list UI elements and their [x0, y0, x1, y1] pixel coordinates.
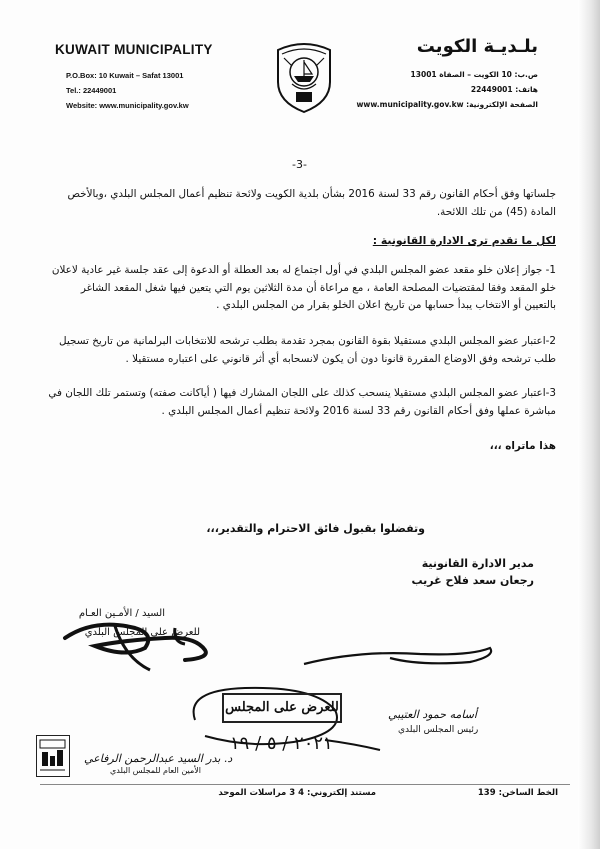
signatory-name: رجعان سعد فلاح غريب [411, 574, 534, 587]
header-title-en: KUWAIT MUNICIPALITY [55, 42, 213, 57]
footer-hotline: الخط الساخن: 139 [477, 788, 558, 798]
list-item-2: 2-اعتبار عضو المجلس البلدي مستقيلا بقوة القانون بمجرد تقدمة بطلب ترشحه للانتخابات البرلمانية من تاريخ تسجيل طلب ترشحه وفق الاوضاع المقررة قانونا دون أن يكون لانسحابه أي أثر قانوني على اعتباره مستقيلا . [59, 335, 556, 365]
footer-electronic-doc: مستند إلكتروني: 4 3 مراسلات الموحد [218, 788, 376, 798]
header-pobox-en: P.O.Box: 10 Kuwait – Safat 13001 [66, 71, 184, 80]
page-edge-shadow [578, 0, 600, 849]
conclusion-text: هذا ماتراه ،،، [489, 440, 556, 452]
header-website-en: Website: www.municipality.gov.kw [66, 101, 189, 110]
closing-line: وتفضلوا بقبول فائق الاحترام والتقدير،،، [206, 522, 425, 535]
header-title-ar: بلـديـة الكويت [416, 36, 538, 57]
secretary-general-title: الأمين العام للمجلس البلدي [110, 766, 202, 775]
section-heading: لكل ما تقدم ترى الادارة القانونية : [372, 234, 556, 247]
intro-paragraph: جلساتها وفق أحكام القانون رقم 33 لسنة 2016 بشأن بلدية الكويت ولائحة تنظيم أعمال المجلس البلدي ،وبالأخص المادة (45) من تلك اللائحة. [67, 188, 556, 218]
kuwait-emblem-icon [272, 36, 336, 114]
council-president-name: أسامه حمود العتيبي [388, 708, 477, 721]
handwritten-date: ٢٠٢١ / ٥ / ١٩ [230, 733, 333, 754]
list-item-3: 3-اعتبار عضو المجلس البلدي مستقيلا ينسحب كذلك على اللجان المشارك فيها ( أياكانت صفته) وتستمر تلك اللجان في مباشرة عملها وفق أحكام القانون رقم 33 لسنة 2016 ولائحة تنظيم أعمال المجلس البلدي . [48, 387, 556, 417]
list-item-1: 1- جواز إعلان خلو مقعد عضو المجلس البلدي في أول اجتماع له بعد العطلة أو الدعوة إلى عقد جلسة غير عادية لاعلان خلو المقعد وفقا لمقتضيات المصلحة العامة ، مع مراعاة أن مدة الثلاثين يوم التي يتعين فيها شغل المقعد الشاغر بالتعيين أو الانتخاب يبدأ حسابها من تاريخ اعلان الخلو بقرار من المجلس البلدي . [51, 264, 556, 312]
header-pobox-ar: ص.ب: 10 الكويت – الصفاة 13001 [410, 70, 538, 79]
header-website-ar: الصفحة الإلكترونية: www.municipality.gov.kw [356, 100, 538, 109]
footer-divider [40, 784, 570, 785]
addressee-line-2: للعرض على المجلس البلدي [84, 627, 200, 638]
header-tel-ar: هاتف: 22449001 [470, 85, 538, 94]
secretary-general-name: د. بدر السيد عبدالرحمن الرفاعي [84, 752, 233, 765]
header-tel-en: Tel.: 22449001 [66, 86, 117, 95]
signature-legal-director [55, 598, 235, 688]
addressee-line-1: السيد / الأمـين العـام [78, 608, 165, 619]
council-president-title: رئيس المجلس البلدي [398, 725, 479, 735]
receipt-stamp-icon [36, 735, 70, 777]
signatory-title: مدير الادارة القانونية [421, 557, 534, 570]
for-council-review-stamp: للعرض على المجلس [222, 693, 342, 723]
signature-addressee [300, 640, 500, 670]
page-number: -3- [292, 158, 307, 171]
